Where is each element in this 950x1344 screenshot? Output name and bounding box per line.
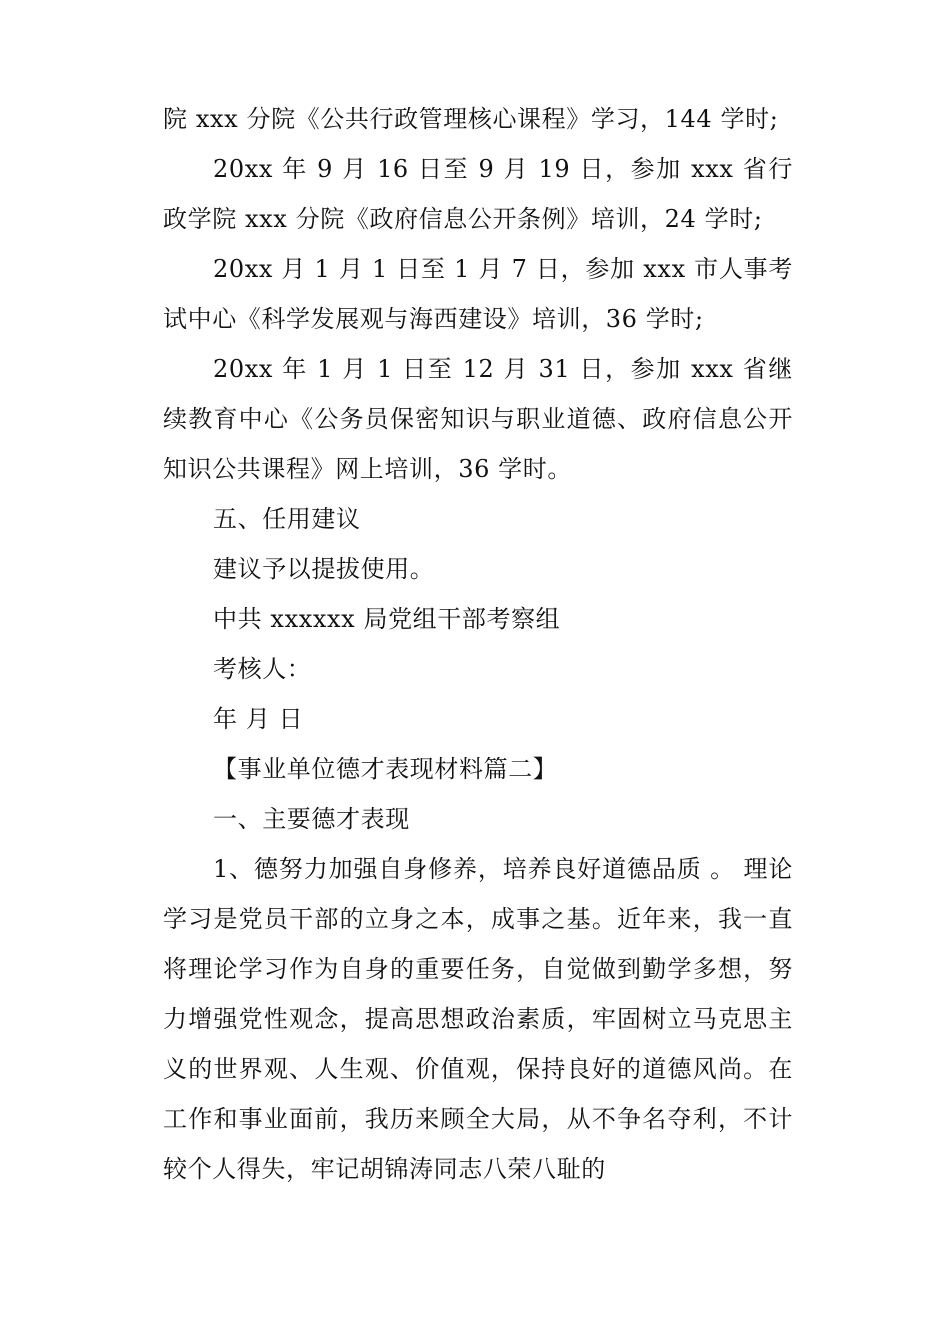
section-heading-main-performance: 一、主要德才表现 (213, 805, 410, 833)
paragraph-organization: 中共 xxxxxx 局党组干部考察组 (213, 605, 561, 633)
paragraph-assessor: 考核人： (213, 655, 312, 683)
paragraph-training-4: 20xx 年 1 月 1 日至 12 月 31 日，参加 xxx 省继续教育中心《公务员保密知识与职业道德、政府信息公开知识公共课程》网上培训，36 学时。 (163, 355, 793, 483)
paragraph-morality: 1、德努力加强自身修养，培养良好道德品质 。 理论学习是党员干部的立身之本，成事之基。近年来，我一直将理论学习作为自身的重要任务，自觉做到勤学多想，努力增强党性观念，提高思想政治素质，牢固树立马克思主义的世界观、人生观、价值观，保持良好的道德风尚。在工作和事业面前，我历来顾全大局，从不争名夺利，不计较个人得失，牢记胡锦涛同志八荣八耻的 (163, 855, 793, 1183)
section-title-part-two: 【事业单位德才表现材料篇二】 (213, 755, 558, 783)
paragraph-training-1-continued: 院 xxx 分院《公共行政管理核心课程》学习，144 学时; (163, 105, 779, 133)
paragraph-date: 年 月 日 (213, 705, 304, 733)
section-heading-appointment: 五、任用建议 (213, 505, 361, 533)
document-body (163, 94, 793, 1194)
paragraph-recommendation: 建议予以提拔使用。 (213, 555, 435, 583)
paragraph-training-2: 20xx 年 9 月 16 日至 9 月 19 日，参加 xxx 省行政学院 xxx 分院《政府信息公开条例》培训，24 学时; (163, 155, 793, 233)
paragraph-training-3: 20xx 月 1 月 1 日至 1 月 7 日，参加 xxx 市人事考试中心《科学发展观与海西建设》培训，36 学时; (163, 255, 793, 333)
